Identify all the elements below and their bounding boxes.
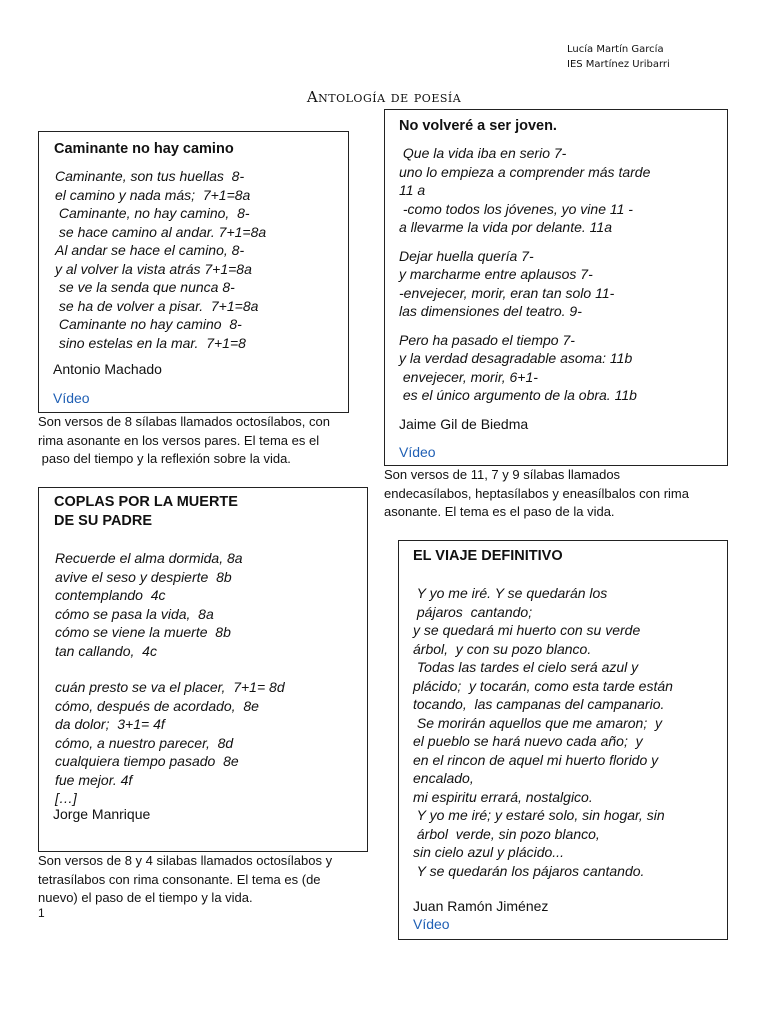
page-number: 1 (38, 906, 45, 920)
description-machado (38, 413, 330, 469)
poem-author-manrique: Jorge Manrique (53, 806, 151, 822)
poem-title-machado: Caminante no hay camino (54, 141, 234, 157)
poem-title-jimenez: EL VIAJE DEFINITIVO (413, 548, 563, 564)
verse-line: tan callando, 4c (55, 642, 157, 659)
verse-line: el camino y nada más; 7+1=8a (55, 186, 251, 203)
poem-title-manrique-line-2: DE SU PADRE (54, 513, 153, 529)
verse-line: 11 a (399, 182, 426, 198)
verse-line: Dejar huella quería 7- (399, 247, 534, 264)
verse-line: y marcharme entre aplausos 7- (399, 266, 593, 282)
verse-line: Y se quedarán los pájaros cantando. (413, 862, 645, 879)
stanza (55, 549, 285, 660)
verse-line: Caminante, son tus huellas 8- (55, 168, 245, 184)
description-line: Son versos de 11, 7 y 9 sílabas llamados (384, 467, 621, 482)
verse-line: sino estelas en la mar. 7+1=8 (55, 334, 246, 351)
description-manrique (38, 852, 332, 908)
poem-title-biedma: No volveré a ser joven. (399, 118, 557, 134)
poem-verses-manrique (55, 549, 285, 808)
verse-line: -como todos los jóvenes, yo vine 11 - (399, 200, 633, 217)
poem-title-manrique (54, 493, 238, 531)
poem-box-biedma (384, 109, 728, 466)
poem-box-machado (38, 131, 349, 413)
verse-line: envejecer, morir, 6+1- (399, 368, 538, 385)
verse-line: Recuerde el alma dormida, 8a (55, 550, 243, 566)
description-line: tetrasílabos con rima consonante. El tema es (de (38, 871, 321, 887)
verse-line: cómo, después de acordado, 8e (55, 697, 259, 714)
verse-line: las dimensiones del teatro. 9- (399, 303, 582, 319)
verse-line: Y yo me iré. Y se quedarán los (413, 585, 608, 601)
poem-verses-biedma (399, 144, 650, 405)
verse-line: se hace camino al andar. 7+1=8a (55, 223, 267, 240)
verse-line: cómo se viene la muerte 8b (55, 624, 231, 640)
verse-line: […] (55, 790, 77, 806)
header-block (567, 42, 670, 72)
description-line: endecasílabos, heptasílabos y eneasílbalos con rima (384, 485, 689, 501)
poem-box-manrique (38, 487, 368, 852)
verse-line: en el rincon de aquel mi huerto florido y (413, 751, 659, 768)
verse-line: tocando, las campanas del campanario. (413, 696, 665, 712)
verse-line: contemplando 4c (55, 587, 166, 603)
verse-line: es el único argumento de la obra. 11b (399, 387, 637, 403)
verse-line: Caminante, no hay camino, 8- (55, 205, 250, 221)
verse-line: cualquiera tiempo pasado 8e (55, 753, 239, 769)
stanza (399, 331, 650, 405)
verse-line: mi espiritu errará, nostalgico. (413, 788, 593, 805)
document-title: Antología de poesía (306, 88, 462, 106)
verse-line: encalado, (413, 770, 474, 786)
description-line: paso del tiempo y la reflexión sobre la vida. (38, 451, 291, 466)
verse-line: avive el seso y despierte 8b (55, 568, 232, 585)
verse-line: se ha de volver a pisar. 7+1=8a (55, 297, 259, 314)
verse-line: plácido; y tocarán, como esta tarde están (413, 677, 673, 694)
verse-line: cuán presto se va el placer, 7+1= 8d (55, 679, 285, 695)
description-line: Son versos de 8 y 4 silabas llamados octosílabos y (38, 853, 333, 868)
verse-line: fue mejor. 4f (55, 771, 133, 788)
poem-author-machado: Antonio Machado (53, 361, 162, 377)
verse-line: el pueblo se hará nuevo cada año; y (413, 733, 643, 749)
header-school: IES Martínez Uribarri (567, 59, 670, 70)
verse-line: Caminante no hay camino 8- (55, 316, 242, 332)
verse-line: cómo se pasa la vida, 8a (55, 605, 214, 622)
poem-box-jimenez (398, 540, 728, 940)
verse-line: Se morirán aquellos que me amaron; y (413, 714, 663, 731)
poem-verses-machado (55, 167, 266, 352)
verse-line: Pero ha pasado el tiempo 7- (399, 331, 575, 348)
video-link-biedma[interactable]: Vídeo (399, 444, 436, 460)
description-line: rima asonante en los versos pares. El tema es el (38, 432, 320, 448)
verse-line: sin cielo azul y plácido... (413, 844, 564, 860)
verse-line: Que la vida iba en serio 7- (399, 145, 567, 161)
stanza (399, 247, 650, 321)
verse-line: árbol, y con su pozo blanco. (413, 640, 592, 657)
verse-line: a llevarme la vida por delante. 11a (399, 219, 612, 235)
poem-verses-jimenez (413, 584, 673, 880)
poem-author-biedma: Jaime Gil de Biedma (399, 416, 529, 432)
verse-line: pájaros cantando; (413, 603, 533, 620)
verse-line: Todas las tardes el cielo será azul y (413, 659, 639, 675)
verse-line: Y yo me iré; y estaré solo, sin hogar, sin (413, 807, 665, 823)
verse-line: y se quedará mi huerto con su verde (413, 622, 641, 638)
verse-line: cómo, a nuestro parecer, 8d (55, 734, 234, 751)
header-author: Lucía Martín García (567, 44, 664, 55)
verse-line: y al volver la vista atrás 7+1=8a (55, 260, 252, 277)
verse-line: y la verdad desagradable asoma: 11b (399, 350, 633, 366)
poem-title-manrique-line-1: COPLAS POR LA MUERTE (54, 494, 238, 510)
poem-author-jimenez: Juan Ramón Jiménez (413, 898, 549, 914)
verse-line: da dolor; 3+1= 4f (55, 716, 165, 732)
verse-line: Al andar se hace el camino, 8- (55, 242, 245, 258)
description-line: nuevo) el paso de el tiempo y la vida. (38, 890, 253, 905)
description-line: asonante. El tema es el paso de la vida. (384, 504, 615, 519)
verse-line: árbol verde, sin pozo blanco, (413, 825, 600, 842)
video-link-jimenez[interactable]: Vídeo (413, 916, 450, 932)
description-line: Son versos de 8 sílabas llamados octosílabos, con (38, 414, 330, 429)
video-link-machado[interactable]: Vídeo (53, 390, 90, 406)
description-biedma (384, 466, 689, 522)
stanza (399, 144, 650, 237)
verse-line: se ve la senda que nunca 8- (55, 279, 235, 295)
verse-line: -envejecer, morir, eran tan solo 11- (399, 284, 615, 301)
verse-line: uno lo empieza a comprender más tarde (399, 163, 651, 180)
stanza (55, 678, 285, 808)
